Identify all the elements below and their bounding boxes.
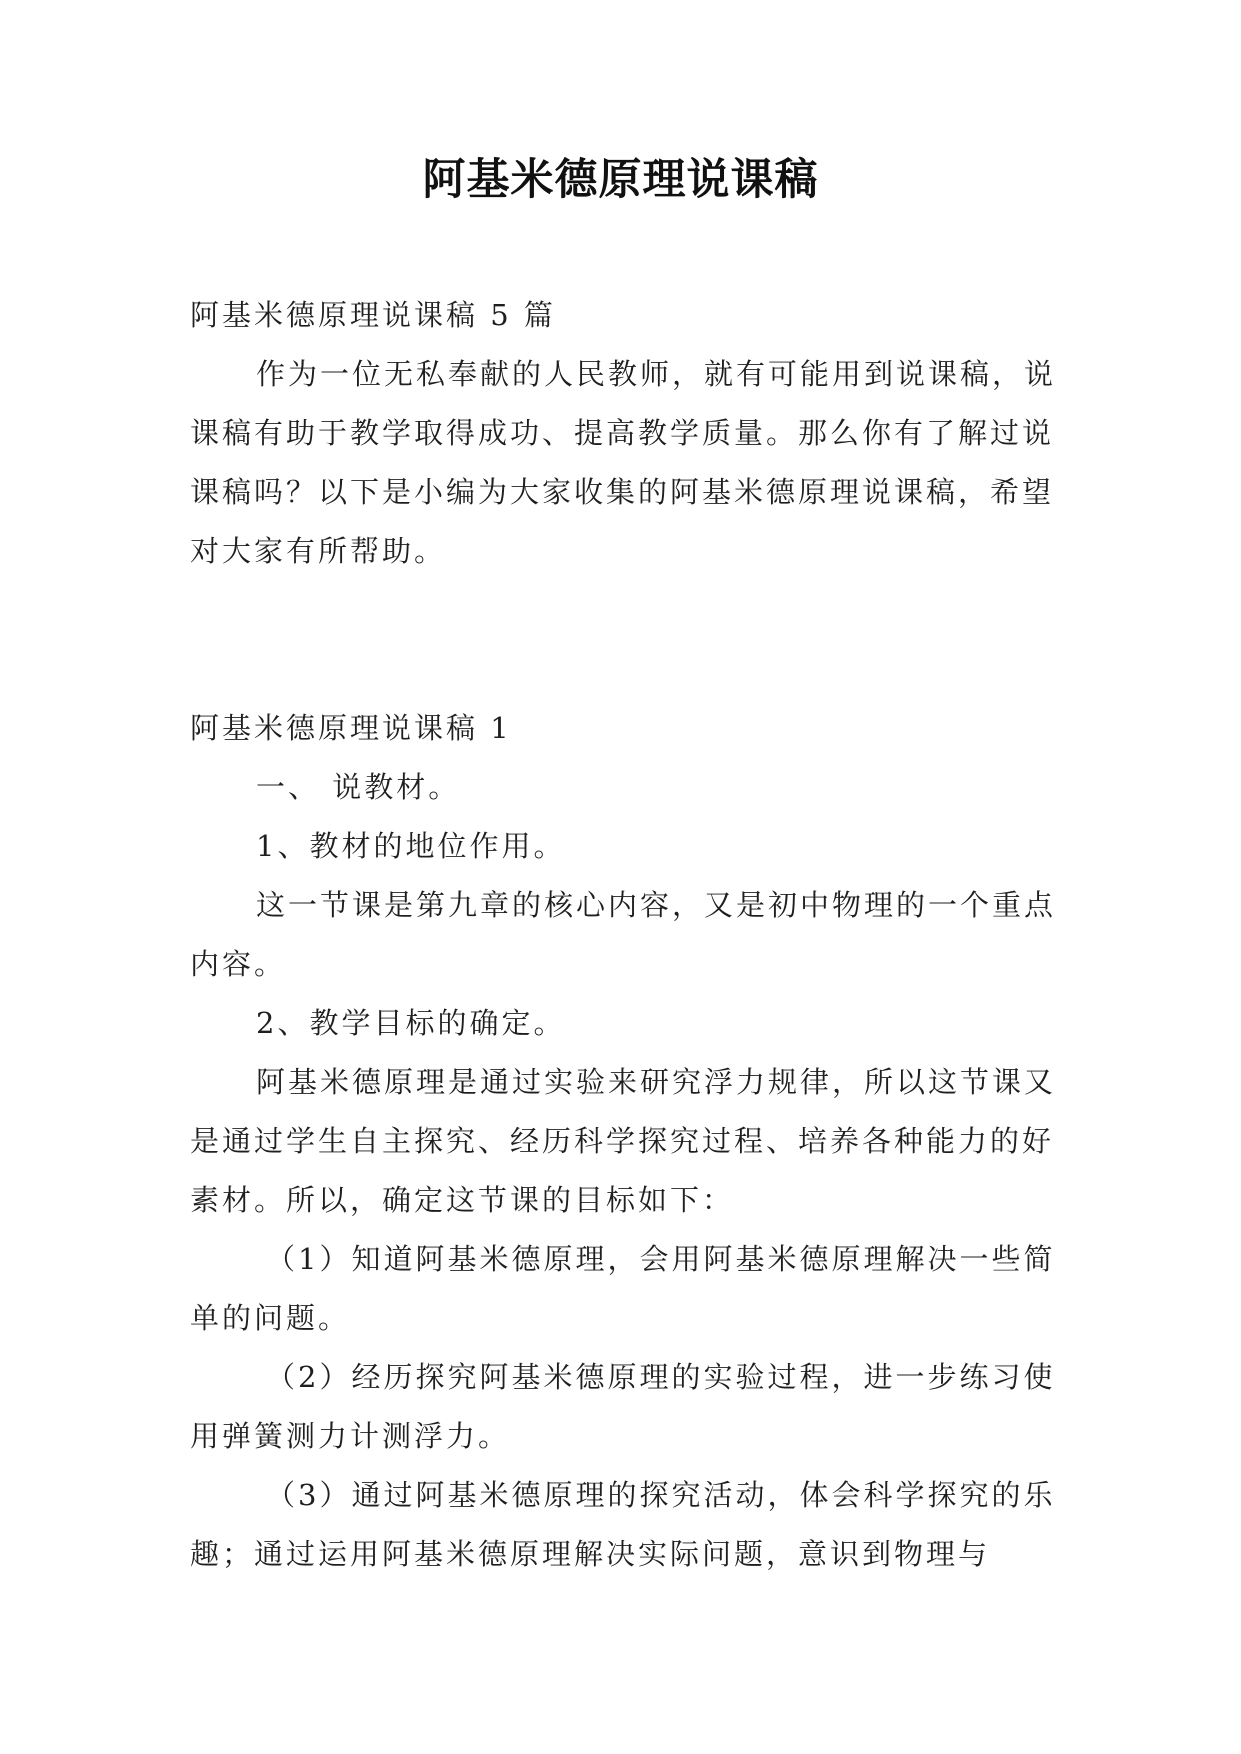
- item-title: 1、教材的地位作用。: [256, 829, 566, 863]
- item-paragraph: 这一节课是第九章的核心内容，又是初中物理的一个重点内容。: [190, 888, 1057, 981]
- item-title: 2、教学目标的确定。: [256, 1006, 566, 1040]
- document-body: [190, 286, 1060, 1584]
- intro-heading: 阿基米德原理说课稿 5 篇: [190, 298, 556, 332]
- section-heading: 阿基米德原理说课稿 1: [190, 711, 512, 745]
- intro-paragraph: 作为一位无私奉献的人民教师，就有可能用到说课稿，说课稿有助于教学取得成功、提高教学质量。那么你有了解过说课稿吗？以下是小编为大家收集的阿基米德原理说课稿，希望对大家有所帮助。: [190, 357, 1057, 568]
- goal-item: （1）知道阿基米德原理，会用阿基米德原理解决一些简单的问题。: [190, 1242, 1056, 1335]
- goal-item: （2）经历探究阿基米德原理的实验过程，进一步练习使用弹簧测力计测浮力。: [190, 1360, 1056, 1453]
- goal-item: （3）通过阿基米德原理的探究活动，体会科学探究的乐趣；通过运用阿基米德原理解决实际问题，意识到物理与: [190, 1478, 1056, 1571]
- section-spacer: [190, 581, 1060, 699]
- document-title: 阿基米德原理说课稿: [422, 155, 819, 205]
- item-paragraph: 阿基米德原理是通过实验来研究浮力规律，所以这节课又是通过学生自主探究、经历科学探究过程、培养各种能力的好素材。所以，确定这节课的目标如下：: [190, 1065, 1057, 1217]
- part-heading: 一、 说教材。: [256, 770, 461, 804]
